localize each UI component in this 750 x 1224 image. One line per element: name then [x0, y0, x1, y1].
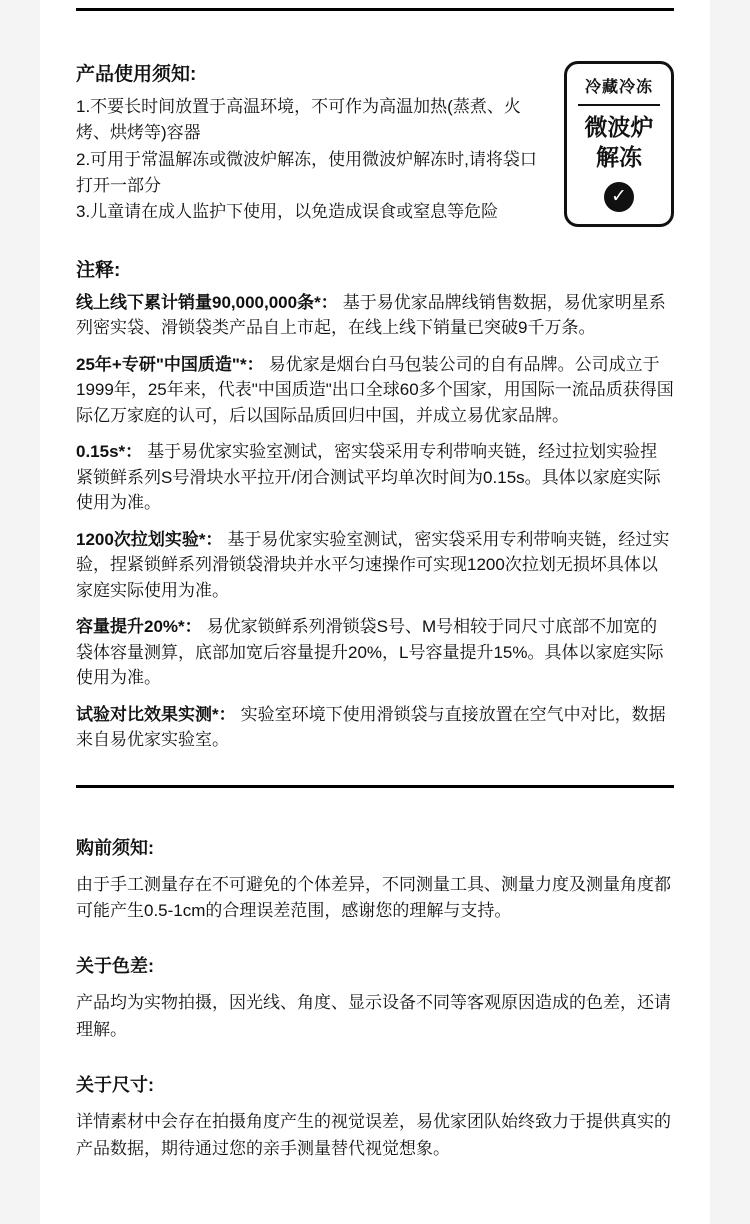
- note-lead: 线上线下累计销量90,000,000条*：: [76, 292, 338, 312]
- note-entry-speed-test: [76, 439, 674, 516]
- note-lead: 25年+专研"中国质造"*：: [76, 354, 264, 374]
- usage-title: 产品使用须知:: [76, 64, 197, 85]
- freezer-microwave-badge: [564, 61, 674, 227]
- note-body: 基于易优家实验室测试，密实袋采用专利带响夹链，经过拉划实验捏紧锁鲜系列S号滑块水平拉开/闭合测试平均单次时间为0.15s。具体以家庭实际使用为准。: [76, 442, 661, 513]
- note-body: 基于易优家品牌线销售数据，易优家明星系列密实袋、滑锁袋类产品自上市起，在线上线下销量已突破9千万条。: [76, 292, 666, 338]
- mid-divider: [76, 785, 674, 788]
- usage-item-1: 1.不要长时间放置于高温环境，不可作为高温加热(蒸煮、火烤、烘烤等)容器: [76, 97, 521, 143]
- note-body: 实验室环境下使用滑锁袋与直接放置在空气中对比，数据来自易优家实验室。: [76, 704, 666, 750]
- note-entry-comparison: [76, 702, 674, 753]
- notes-title: 注释:: [76, 259, 121, 281]
- badge-line2: 解冻: [596, 143, 642, 170]
- note-lead: 试验对比效果实测*：: [76, 704, 236, 724]
- usage-text-column: [76, 59, 564, 227]
- prepurchase-section: [76, 834, 674, 925]
- size-note-body: 详情素材中会存在拍摄角度产生的视觉误差，易优家团队始终致力于提供真实的产品数据，期待通过您的亲手测量替代视觉想象。: [76, 1112, 671, 1158]
- usage-item-2: 2.可用于常温解冻或微波炉解冻，使用微波炉解冻时,请将袋口打开一部分: [76, 149, 537, 196]
- note-entry-brand-history: [76, 352, 674, 429]
- color-difference-section: [76, 952, 674, 1043]
- size-note-section: [76, 1071, 674, 1162]
- prepurchase-body: 由于手工测量存在不可避免的个体差异，不同测量工具、测量力度及测量角度都可能产生0.5-1cm的合理误差范围，感谢您的理解与支持。: [76, 874, 671, 921]
- color-difference-body: 产品均为实物拍摄，因光线、角度、显示设备不同等客观原因造成的色差，还请理解。: [76, 993, 671, 1039]
- notes-section: [76, 255, 674, 753]
- product-detail-card: [40, 0, 710, 1224]
- check-icon: ✓: [604, 182, 634, 212]
- badge-separator: [578, 104, 660, 106]
- usage-section: [76, 59, 674, 227]
- usage-item-3: 3.儿童请在成人监护下使用，以免造成误食或窒息等危险: [76, 202, 499, 222]
- note-entry-durability-test: [76, 527, 674, 604]
- prepurchase-title: 购前须知:: [76, 837, 154, 858]
- note-lead: 1200次拉划实验*：: [76, 529, 223, 549]
- note-body: 基于易优家实验室测试，密实袋采用专利带响夹链，经过实验，捏紧锁鲜系列滑锁袋滑块并水平匀速操作可实现1200次拉划无损坏具体以家庭实际使用为准。: [76, 529, 670, 600]
- top-divider: [76, 8, 674, 11]
- badge-line1: 微波炉: [584, 114, 654, 140]
- note-body: 易优家是烟台白马包装公司的自有品牌。公司成立于1999年，25年来，代表"中国质造"出口全球60多个国家，用国际一流品质获得国际亿万家庭的认可，后以国际品质回归中国，并成立易优家品牌。: [76, 354, 674, 425]
- badge-top-label: 冷藏冷冻: [584, 79, 653, 96]
- color-difference-title: 关于色差:: [76, 956, 154, 977]
- note-lead: 0.15s*：: [76, 442, 143, 462]
- note-entry-capacity: [76, 614, 674, 691]
- size-note-title: 关于尺寸:: [76, 1075, 154, 1096]
- note-entry-sales: [76, 290, 674, 341]
- note-lead: 容量提升20%*：: [76, 617, 202, 637]
- note-body: 易优家锁鲜系列滑锁袋S号、M号相较于同尺寸底部不加宽的袋体容量测算，底部加宽后容量提升20%，L号容量提升15%。具体以家庭实际使用为准。: [76, 617, 664, 688]
